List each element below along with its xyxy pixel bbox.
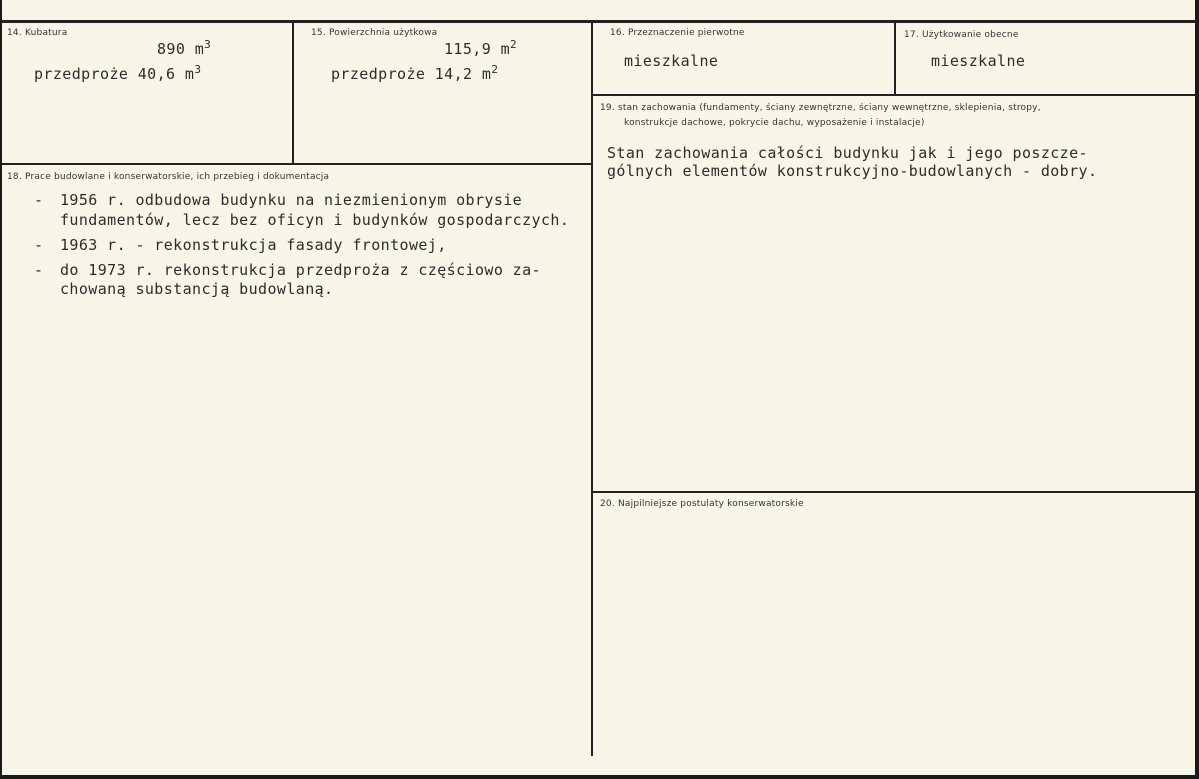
- kubatura-label: 14. Kubatura: [7, 28, 68, 38]
- prace-entry-2-line1: 1963 r. - rekonstrukcja fasady frontowej,: [60, 236, 447, 254]
- powierzchnia-przedproze-exponent: 2: [491, 63, 499, 76]
- divider-14-15: [292, 22, 294, 164]
- rule-under-14-15: [2, 163, 592, 165]
- kubatura-przedproze-prefix: przedproże: [34, 65, 129, 83]
- uzytkowanie-value: mieszkalne: [931, 52, 1026, 70]
- prace-entry-3-cont: [60, 280, 334, 298]
- prace-entry-3-line1: do 1973 r. rekonstrukcja przedproża z częściowo za-: [60, 261, 541, 279]
- kubatura-value: [157, 40, 211, 58]
- stan-zachowania-text-1: Stan zachowania całości budynku jak i jego poszcze-: [607, 144, 1088, 162]
- stan-zachowania-text-2: gólnych elementów konstrukcyjno-budowlanych - dobry.: [607, 162, 1098, 180]
- prace-entry-1-cont: [60, 211, 569, 229]
- stan-zachowania-label-cont: konstrukcje dachowe, pokrycie dachu, wyposażenie i instalacje): [624, 118, 925, 128]
- kubatura-unit: m: [194, 40, 205, 58]
- stan-zachowania-label: 19. stan zachowania (fundamenty, ściany zewnętrzne, ściany wewnętrzne, sklepienia, stropy,: [600, 103, 1041, 113]
- przeznaczenie-value: mieszkalne: [624, 52, 719, 70]
- kubatura-exponent: 3: [204, 38, 212, 51]
- divider-main: [591, 22, 593, 756]
- kubatura-number: 890: [157, 40, 186, 58]
- powierzchnia-label: 15. Powierzchnia użytkowa: [311, 28, 438, 38]
- kubatura-przedproze-exponent: 3: [194, 63, 202, 76]
- powierzchnia-unit: m: [500, 40, 511, 58]
- prace-entry-3: [34, 261, 541, 279]
- rule-under-16-17: [592, 94, 1197, 96]
- prace-entry-3-line2: chowaną substancją budowlaną.: [60, 280, 334, 298]
- kubatura-przedproze: [34, 65, 201, 83]
- prace-entry-2: [34, 236, 447, 254]
- prace-entry-1-dash: -: [34, 191, 44, 209]
- kubatura-przedproze-unit: m: [184, 65, 195, 83]
- powierzchnia-przedproze-unit: m: [481, 65, 492, 83]
- prace-entry-2-dash: -: [34, 236, 44, 254]
- prace-entry-1: [34, 191, 522, 209]
- postulaty-label: 20. Najpilniejsze postulaty konserwatorskie: [600, 499, 804, 509]
- kubatura-przedproze-number: 40,6: [137, 65, 176, 83]
- divider-16-17: [894, 22, 896, 95]
- prace-label: 18. Prace budowlane i konserwatorskie, ich przebieg i dokumentacja: [7, 172, 330, 182]
- powierzchnia-value: [444, 40, 517, 58]
- powierzchnia-exponent: 2: [510, 38, 518, 51]
- powierzchnia-przedproze-number: 14,2: [434, 65, 473, 83]
- top-rule: [2, 20, 1197, 23]
- rule-above-20: [592, 491, 1199, 493]
- powierzchnia-przedproze-prefix: przedproże: [331, 65, 426, 83]
- powierzchnia-przedproze: [331, 65, 498, 83]
- prace-entry-3-dash: -: [34, 261, 44, 279]
- powierzchnia-number: 115,9: [444, 40, 492, 58]
- przeznaczenie-label: 16. Przeznaczenie pierwotne: [610, 28, 745, 38]
- prace-entry-1-line2: fundamentów, lecz bez oficyn i budynków gospodarczych.: [60, 211, 570, 229]
- uzytkowanie-label: 17. Użytkowanie obecne: [904, 30, 1019, 40]
- prace-entry-1-line1: 1956 r. odbudowa budynku na niezmienionym obrysie: [60, 191, 523, 209]
